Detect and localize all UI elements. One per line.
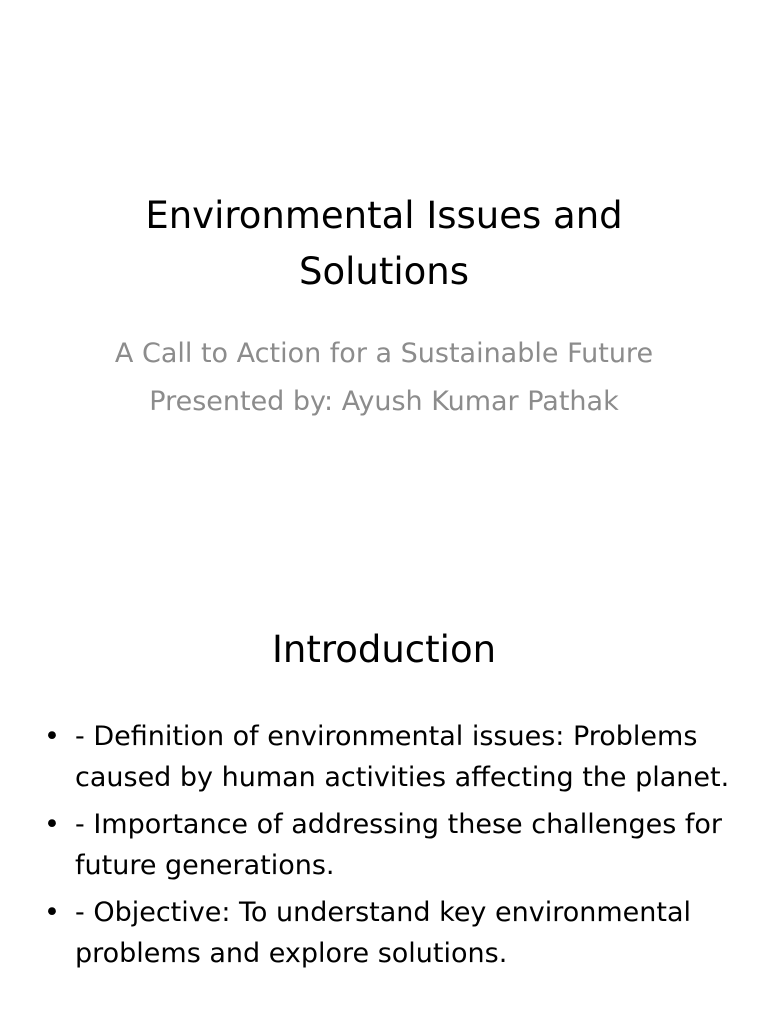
slide-title: Environmental Issues and Solutions (145, 194, 623, 293)
bullet-item (38, 804, 730, 886)
bullet-text: - Objective: To understand key environmental problems and explore solutions. (75, 897, 691, 969)
bullet-list (38, 716, 730, 980)
introduction-slide (0, 576, 768, 1024)
bullet-item (38, 892, 730, 974)
bullet-dot: • (44, 897, 60, 928)
bullet-item (38, 716, 730, 798)
presenter-line: Presented by: Ayush Kumar Pathak (149, 386, 619, 417)
bullet-dot: • (44, 809, 60, 840)
slide-heading: Introduction (271, 628, 497, 671)
bullet-text: - Definition of environmental issues: Problems caused by human activities affecting the planet. (75, 721, 730, 793)
slide-subtitle (110, 333, 658, 422)
bullet-dot: • (44, 721, 60, 752)
subtitle-tagline: A Call to Action for a Sustainable Future (114, 338, 654, 369)
bullet-text: - Importance of addressing these challenges for future generations. (75, 809, 722, 881)
